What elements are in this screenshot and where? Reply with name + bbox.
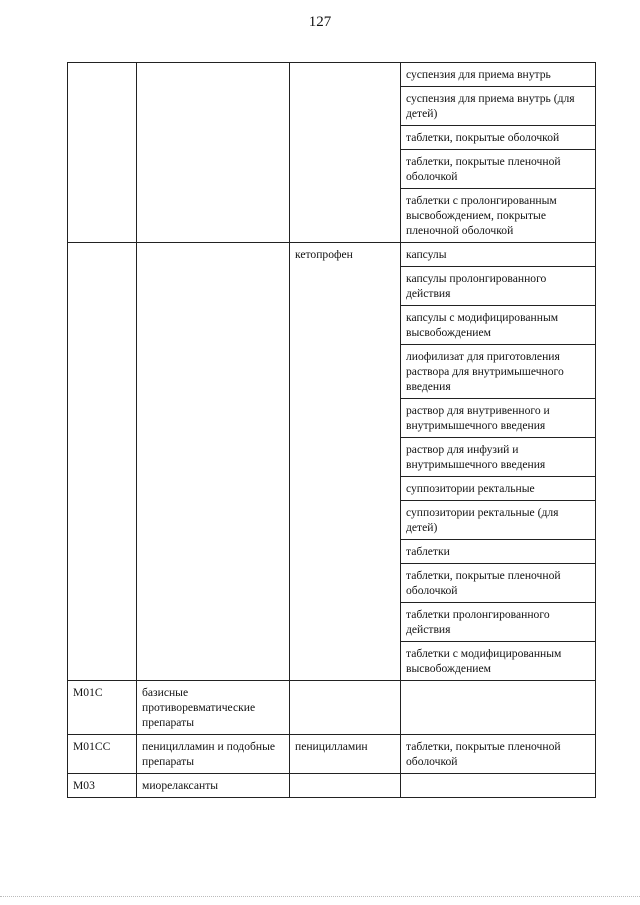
- drug-name-cell: [290, 681, 401, 735]
- dosage-form-cell: суспензия для приема внутрь: [401, 63, 596, 87]
- table-row: [68, 735, 596, 774]
- atc-code-cell: M01CC: [68, 735, 137, 774]
- dosage-form-cell: [401, 774, 596, 798]
- drug-name-cell: кетопрофен: [290, 243, 401, 681]
- drug-name-cell: пеницилламин: [290, 735, 401, 774]
- group-name-cell: [137, 243, 290, 681]
- table-row: [68, 681, 596, 735]
- table-row: [68, 63, 596, 87]
- drug-name-cell: [290, 63, 401, 243]
- dosage-form-cell: суспензия для приема внутрь (для детей): [401, 87, 596, 126]
- dosage-form-cell: таблетки с модифицированным высвобождением: [401, 642, 596, 681]
- page-number: 127: [308, 14, 332, 30]
- dosage-form-cell: таблетки: [401, 540, 596, 564]
- dosage-form-cell: капсулы: [401, 243, 596, 267]
- dosage-form-cell: лиофилизат для приготовления раствора для внутримышечного введения: [401, 345, 596, 399]
- group-name-cell: базисные противоревматические препараты: [137, 681, 290, 735]
- dosage-form-cell: капсулы с модифицированным высвобождением: [401, 306, 596, 345]
- dosage-form-cell: раствор для внутривенного и внутримышечного введения: [401, 399, 596, 438]
- dosage-form-cell: [401, 681, 596, 735]
- drug-name-cell: [290, 774, 401, 798]
- dosage-form-cell: раствор для инфузий и внутримышечного введения: [401, 438, 596, 477]
- atc-code-cell: M03: [68, 774, 137, 798]
- dosage-form-cell: таблетки, покрытые пленочной оболочкой: [401, 150, 596, 189]
- footer-divider: [0, 896, 640, 897]
- drug-table: [67, 62, 596, 798]
- dosage-form-cell: суппозитории ректальные (для детей): [401, 501, 596, 540]
- table-row: [68, 243, 596, 267]
- dosage-form-cell: таблетки, покрытые пленочной оболочкой: [401, 735, 596, 774]
- dosage-form-cell: капсулы пролонгированного действия: [401, 267, 596, 306]
- dosage-form-cell: таблетки, покрытые оболочкой: [401, 126, 596, 150]
- atc-code-cell: M01C: [68, 681, 137, 735]
- dosage-form-cell: суппозитории ректальные: [401, 477, 596, 501]
- group-name-cell: миорелаксанты: [137, 774, 290, 798]
- group-name-cell: [137, 63, 290, 243]
- table-row: [68, 774, 596, 798]
- dosage-form-cell: таблетки, покрытые пленочной оболочкой: [401, 564, 596, 603]
- atc-code-cell: [68, 63, 137, 243]
- group-name-cell: пеницилламин и подобные препараты: [137, 735, 290, 774]
- dosage-form-cell: таблетки пролонгированного действия: [401, 603, 596, 642]
- dosage-form-cell: таблетки с пролонгированным высвобождением, покрытые пленочной оболочкой: [401, 189, 596, 243]
- atc-code-cell: [68, 243, 137, 681]
